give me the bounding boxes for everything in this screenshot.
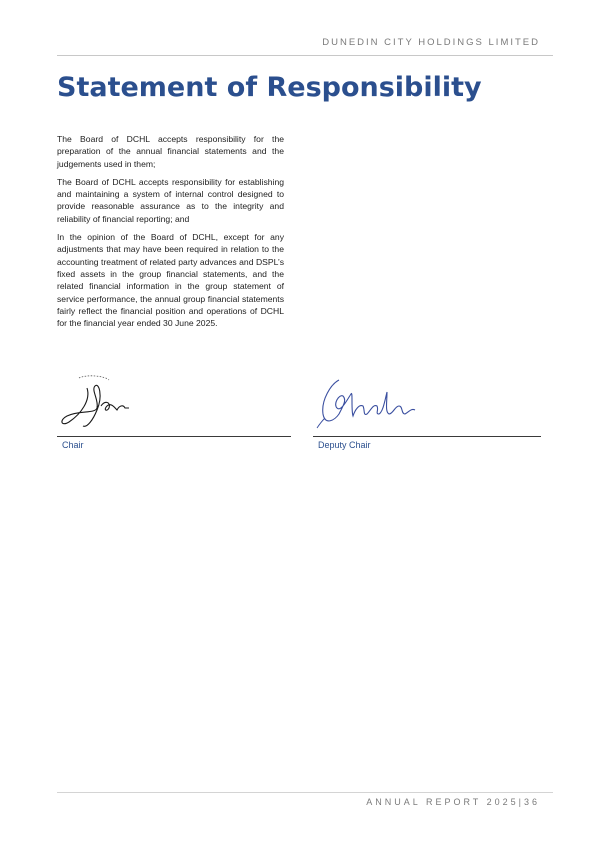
footer-report-page: ANNUAL REPORT 2025|36 [366, 797, 540, 807]
chair-signature-line [57, 436, 291, 437]
statement-body [57, 133, 284, 335]
chair-signature-image [57, 370, 167, 434]
statement-paragraph-2: The Board of DCHL accepts responsibility for establishing and maintaining a system of internal control designed to provide reasonable assurance as to the integrity and reliability of financial reporting; and [57, 176, 284, 224]
header-org-name: DUNEDIN CITY HOLDINGS LIMITED [322, 37, 540, 48]
deputy-chair-signature-block [313, 370, 541, 450]
page-title: Statement of Responsibility [57, 72, 482, 103]
header-divider [57, 55, 553, 56]
statement-paragraph-1: The Board of DCHL accepts responsibility for the preparation of the annual financial statements and the judgements used in them; [57, 134, 284, 169]
chair-label: Chair [62, 440, 84, 450]
footer-divider [57, 792, 553, 793]
chair-signature-block [57, 370, 291, 450]
deputy-chair-label: Deputy Chair [318, 440, 371, 450]
deputy-chair-signature-line [313, 436, 541, 437]
deputy-chair-signature-image [313, 370, 433, 434]
statement-paragraph-3: In the opinion of the Board of DCHL, except for any adjustments that may have been required in relation to the accounting treatment of related party advances and DSPL’s fixed assets in the group financial statements, and the related financial information in the group statement of service performance, the annual group financial statements fairly reflect the financial position and operations of DCHL for the financial year ended 30 June 2025. [57, 232, 284, 329]
